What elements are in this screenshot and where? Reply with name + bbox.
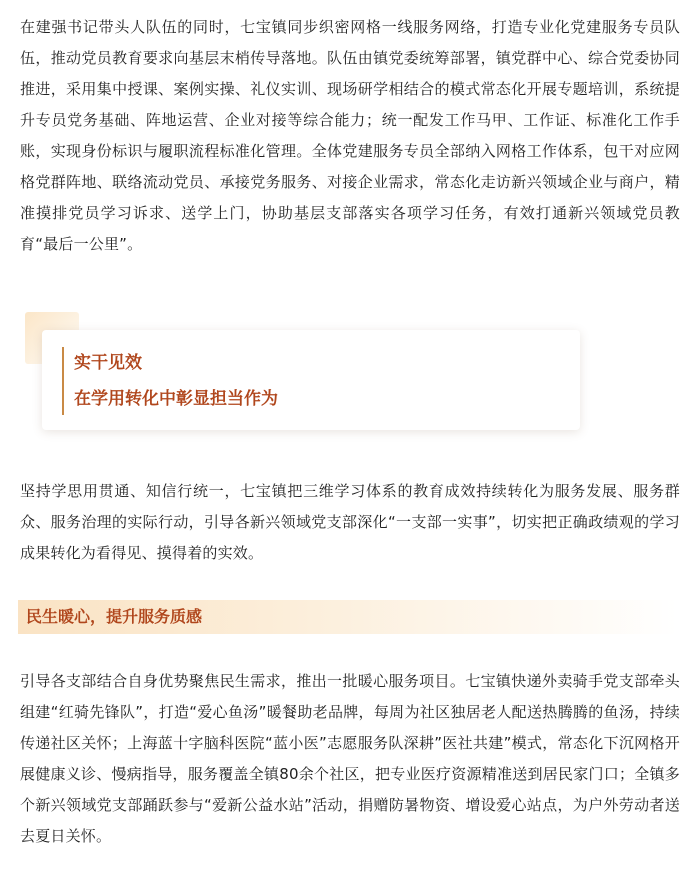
subheading-band [18, 600, 678, 634]
body-paragraph-livelihood: 引导各支部结合自身优势聚焦民生需求，推出一批暖心服务项目。七宝镇快递外卖骑手党支部牵头组建“红骑先锋队”，打造“爱心鱼汤”暖餐助老品牌，每周为社区独居老人配送热腾腾的鱼汤，持续传递社区关怀；上海蓝十字脑科医院“蓝小医”志愿服务队深耕”医社共建”模式，常态化下沉网格开展健康义诊、慢病指导，服务覆盖全镇80余个社区，把专业医疗资源精准送到居民家门口；全镇多个新兴领域党支部踊跃参与“爱新公益水站”活动，捐赠防暑物资、增设爱心站点，为户外劳动者送去夏日关怀。 [20, 672, 680, 845]
section-heading-subtitle: 在学用转化中彰显担当作为 [74, 389, 278, 409]
section-heading-card [42, 330, 580, 430]
body-paragraph-results: 坚持学思用贯通、知信行统一，七宝镇把三维学习体系的教育成效持续转化为服务发展、服务群众、服务治理的实际行动，引导各新兴领域党支部深化“一支部一实事”，切实把正确政绩观的学习成果转化为看得见、摸得着的实效。 [20, 482, 680, 562]
body-paragraph-service-team: 在建强书记带头人队伍的同时，七宝镇同步织密网格一线服务网络，打造专业化党建服务专员队伍，推动党员教育要求向基层末梢传导落地。队伍由镇党委统筹部署，镇党群中心、综合党委协同推进，采用集中授课、案例实操、礼仪实训、现场研学相结合的模式常态化开展专题培训，系统提升专员党务基础、阵地运营、企业对接等综合能力；统一配发工作马甲、工作证、标准化工作手账，实现身份标识与履职流程标准化管理。全体党建服务专员全部纳入网格工作体系，包干对应网格党群阵地、联络流动党员、承接党务服务、对接企业需求，常态化走访新兴领域企业与商户，精准摸排党员学习诉求、送学上门，协助基层支部落实各项学习任务，有效打通新兴领域党员教育“最后一公里”。 [20, 18, 680, 253]
section-heading-title: 实干见效 [74, 353, 142, 373]
section-heading-accent-bar [62, 347, 64, 415]
subheading-text: 民生暖心，提升服务质感 [26, 607, 203, 626]
